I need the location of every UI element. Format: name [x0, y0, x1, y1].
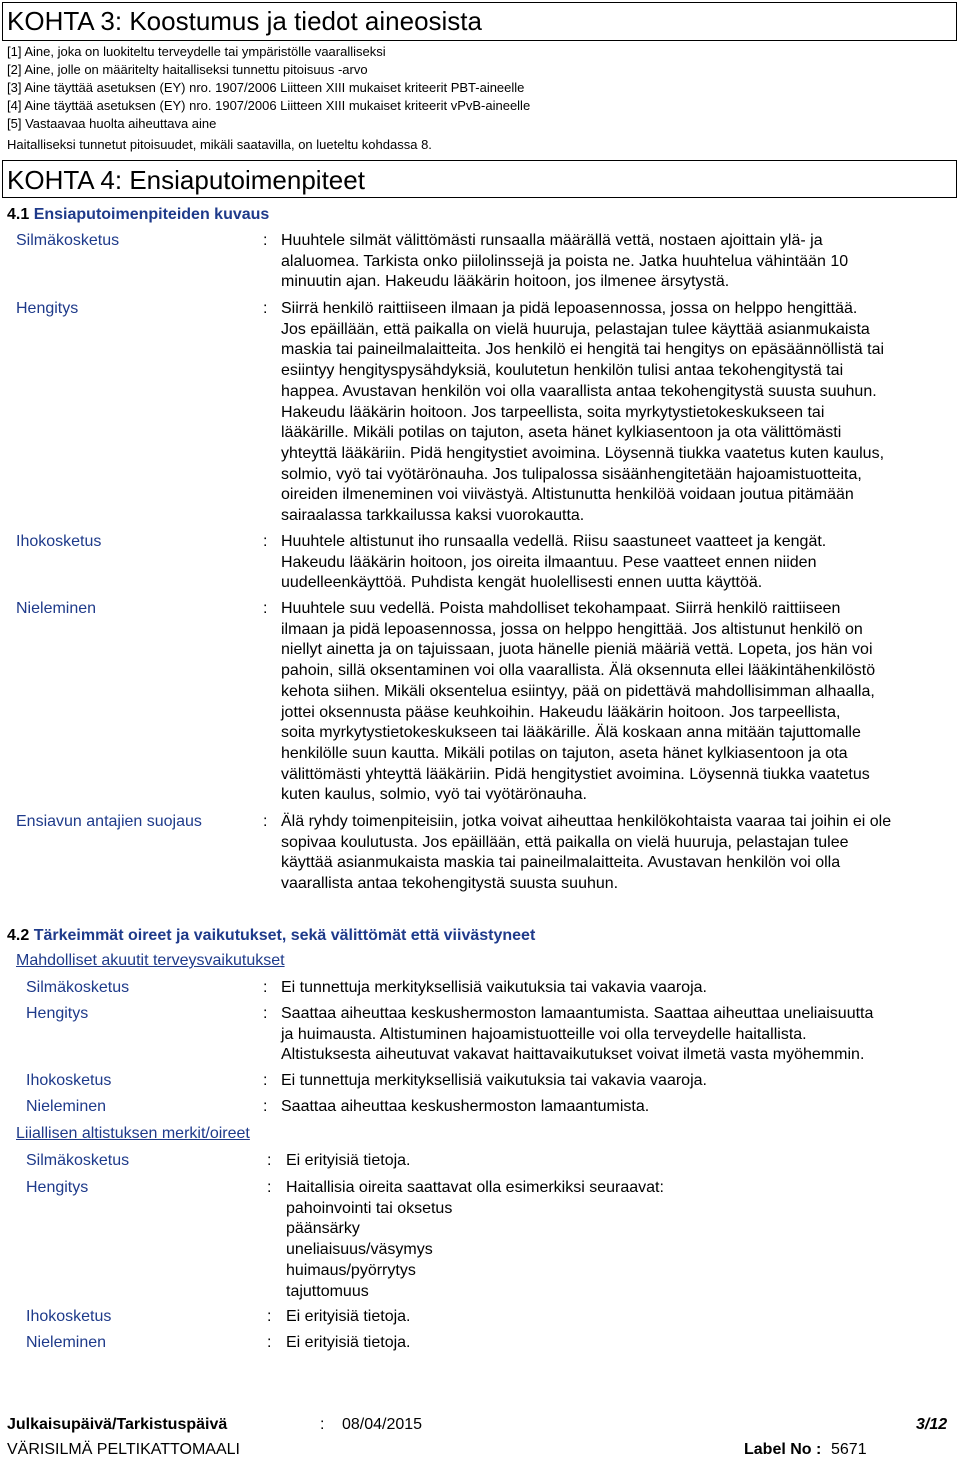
text-line: uneliaisuus/väsymys — [286, 1241, 433, 1259]
first-aid-text-rescuer-protection — [281, 812, 891, 895]
acute-text-eye — [281, 978, 707, 999]
text-line: Haitallisia oireita saattavat olla esimerkiksi seuraavat: — [286, 1179, 664, 1196]
colon: : — [263, 979, 268, 996]
footer-label-no-value: 5671 — [831, 1441, 867, 1458]
text-line: Ei tunnettuja merkityksellisiä vaikutuksia tai vakavia vaaroja. — [281, 1072, 707, 1089]
text-line: vaarallista antaa tekohengitystä suusta suuhun. — [281, 875, 619, 893]
acute-text-inhalation — [281, 1004, 873, 1066]
acute-label-skin: Ihokosketus — [26, 1072, 112, 1089]
colon: : — [263, 813, 268, 830]
text-line: Hakeudu lääkärin hoitoon. Jos tarpeellista, soita myrkytystietokeskukseen tai — [281, 403, 825, 421]
text-line: lääkärille. Mikäli potilas on tajuton, aseta hänet kylkiasentoon ja ota välittömästi — [281, 424, 842, 442]
first-aid-label-eye: Silmäkosketus — [16, 232, 120, 249]
first-aid-label-ingestion: Nieleminen — [16, 600, 97, 617]
text-line: sairaalassa tarkkailussa kaksi vuorokautta. — [281, 507, 585, 525]
text-line: pahoin, sillä oksentaminen voi olla vaarallista. Älä oksennuta ellei lääkintähenkilöstö — [281, 662, 876, 680]
footer-label-no-label: Label No : — [744, 1441, 822, 1458]
subsection-title: Ensiaputoimenpiteiden kuvaus — [33, 206, 270, 223]
section3-footnote: Haitalliseksi tunnetut pitoisuudet, mikäli saatavilla, on lueteltu kohdassa 8. — [7, 137, 432, 152]
text-line: Altistuksesta aiheutuvat vakavat haittavaikutukset voivat ilmetä vasta myöhemmin. — [281, 1046, 865, 1064]
footer-date-colon: : — [320, 1416, 325, 1433]
first-aid-label-inhalation: Hengitys — [16, 300, 79, 317]
colon: : — [263, 1005, 268, 1022]
colon: : — [267, 1179, 272, 1196]
footer-page-number: 3/12 — [916, 1416, 948, 1433]
acute-text-ingestion — [281, 1097, 649, 1118]
section3-note: [1] Aine, joka on luokiteltu terveydelle tai ympäristölle vaaralliseksi — [7, 44, 386, 59]
overexposure-label-skin: Ihokosketus — [26, 1308, 112, 1325]
colon: : — [263, 232, 268, 249]
colon: : — [263, 1098, 268, 1115]
acute-text-skin — [281, 1071, 707, 1092]
overexposure-label-ingestion: Nieleminen — [26, 1334, 107, 1351]
text-line: Ei tunnettuja merkityksellisiä vaikutuksia tai vakavia vaaroja. — [281, 979, 707, 996]
footer-date-label: Julkaisupäivä/Tarkistuspäivä — [7, 1416, 228, 1433]
first-aid-text-eye — [281, 231, 848, 293]
text-line: Jos epäillään, että paikalla on vielä huuruja, pelastajan tulee käyttää asianmukaista — [281, 320, 870, 338]
text-line: minuutin ajan. Hakeudu lääkärin hoitoon, jos ilmenee ärsytystä. — [281, 273, 730, 291]
text-line: niellyt ainetta ja on tajuissaan, juota hänelle pieniä määriä vettä. Lopeta, jos hän voi — [281, 641, 873, 659]
text-line: uudelleenkäyttöä. Puhdista kengät huolellisesti ennen uutta käyttöä. — [281, 574, 763, 592]
section3-note: [2] Aine, jolle on määritelty haitalliseksi tunnettu pitoisuus -arvo — [7, 62, 368, 77]
text-line: käyttää asianmukaista maskia tai paineilmalaitteita. Avustavan henkilön voi olla — [281, 854, 841, 872]
text-line: yhteyttä lääkäriin. Pidä hengitystiet avoimina. Löysennä tiukka vaatetus kuten kaulus, — [281, 444, 885, 462]
text-line: välittömästi yhteyttä lääkäriin. Pidä hengitystiet avoimina. Löysennä tiukka vaatetus — [281, 765, 870, 783]
overexposure-label-eye: Silmäkosketus — [26, 1152, 130, 1169]
text-line: jottei oksennusta pääse keuhkoihin. Hakeudu lääkärin hoitoon. Jos tarpeellista, — [281, 703, 841, 721]
colon: : — [263, 300, 268, 317]
text-line: Huuhtele altistunut iho runsaalla vedellä. Riisu saastuneet vaatteet ja kengät. — [281, 533, 827, 550]
section3-note: [3] Aine täyttää asetuksen (EY) nro. 1907/2006 Liitteen XIII mukaiset kriteerit PBT-aineelle — [7, 80, 525, 95]
text-line: oireiden ilmeneminen voi viivästyä. Altistunutta henkilöä voidaan joutua pitämään — [281, 486, 854, 504]
colon: : — [267, 1152, 272, 1169]
section3-note: [4] Aine täyttää asetuksen (EY) nro. 1907/2006 Liitteen XIII mukaiset kriteerit vPvB-aineelle — [7, 98, 531, 113]
section3-title: KOHTA 3: Koostumus ja tiedot aineosista — [7, 6, 482, 36]
text-line: Älä ryhdy toimenpiteisiin, jotka voivat aiheuttaa henkilökohtaista vaaraa tai joihin ei ole — [281, 813, 892, 830]
text-line: Saattaa aiheuttaa keskushermoston lamaantumista. — [281, 1098, 650, 1115]
colon: : — [263, 1072, 268, 1089]
text-line: pahoinvointi tai oksetus — [286, 1199, 453, 1217]
section3-note: [5] Vastaavaa huolta aiheuttava aine — [7, 116, 217, 131]
subsection-4-2-heading — [7, 927, 535, 945]
colon: : — [263, 600, 268, 617]
text-line: soita myrkytystietokeskukseen tai lääkärille. Älä koskaan anna mitään tajuttomalle — [281, 724, 861, 742]
acute-label-eye: Silmäkosketus — [26, 979, 130, 996]
text-line: alaluomea. Tarkista onko piilolinssejä ja poista ne. Jatka huuhtelua vähintään 10 — [281, 252, 849, 270]
colon: : — [267, 1334, 272, 1351]
text-line: Huuhtele silmät välittömästi runsaalla määrällä vettä, nostaen ajoittain ylä- ja — [281, 232, 823, 249]
text-line: Ei erityisiä tietoja. — [286, 1334, 411, 1351]
text-line: ja huimausta. Altistuminen hajoamistuotteille voi olla terveydelle haitallista. — [281, 1025, 807, 1043]
overexposure-text-skin — [286, 1307, 411, 1328]
overexposure-text-eye — [286, 1151, 411, 1172]
text-line: Ei erityisiä tietoja. — [286, 1152, 411, 1169]
subsection-title: Tärkeimmät oireet ja vaikutukset, sekä välittömät että viivästyneet — [33, 927, 536, 944]
overexposure-heading: Liiallisen altistuksen merkit/oireet — [16, 1125, 250, 1142]
text-line: sopivaa koulutusta. Jos epäillään, että paikalla on vielä huuruja, pelastajan tulee — [281, 833, 849, 851]
text-line: Saattaa aiheuttaa keskushermoston lamaantumista. Saattaa aiheuttaa uneliaisuutta — [281, 1005, 874, 1022]
overexposure-text-ingestion — [286, 1333, 411, 1354]
acute-label-inhalation: Hengitys — [26, 1005, 89, 1022]
text-line: tajuttomuus — [286, 1282, 369, 1300]
first-aid-text-inhalation — [281, 299, 884, 527]
text-line: esiintyy hengityspysähdyksiä, koulutetun henkilön tulisi antaa tekohengitystä tai — [281, 362, 844, 380]
subsection-number: 4.1 — [7, 206, 30, 223]
subsection-4-1-heading — [7, 206, 269, 224]
text-line: päänsärky — [286, 1220, 360, 1238]
first-aid-label-rescuer-protection: Ensiavun antajien suojaus — [16, 813, 202, 830]
text-line: kehota siihen. Mikäli oksentelua esiintyy, pää on pidettävä mahdollisimman alhaalla, — [281, 682, 875, 700]
footer-product-name: VÄRISILMÄ PELTIKATTOMAALI — [7, 1441, 240, 1458]
overexposure-label-inhalation: Hengitys — [26, 1179, 89, 1196]
acute-label-ingestion: Nieleminen — [26, 1098, 107, 1115]
first-aid-text-ingestion — [281, 599, 875, 806]
text-line: huimaus/pyörrytys — [286, 1261, 416, 1279]
text-line: Siirrä henkilö raittiiseen ilmaan ja pidä lepoasennossa, jossa on helppo hengittää. — [281, 300, 858, 317]
first-aid-text-skin — [281, 532, 826, 594]
text-line: happea. Avustavan henkilön voi olla vaarallista antaa tekohengitystä suusta suuhun. — [281, 382, 877, 400]
text-line: henkilölle suun kautta. Mikäli potilas on tajuton, aseta hänet kylkiasentoon ja ota — [281, 744, 848, 762]
section4-title: KOHTA 4: Ensiaputoimenpiteet — [7, 165, 365, 195]
colon: : — [267, 1308, 272, 1325]
text-line: maskia tai paineilmalaitteita. Jos henkilö ei hengitä tai hengitys on epäsäännöllistä tai — [281, 341, 885, 359]
text-line: Hakeudu lääkärin hoitoon, jos oireita ilmaantuu. Pese vaatteet ennen niiden — [281, 553, 817, 571]
subsection-number: 4.2 — [7, 927, 30, 944]
text-line: kuten kaulus, solmio, vyö tai vyötärönauha. — [281, 786, 587, 804]
acute-effects-heading: Mahdolliset akuutit terveysvaikutukset — [16, 952, 285, 969]
text-line: Huuhtele suu vedellä. Poista mahdolliset tekohampaat. Siirrä henkilö raittiiseen — [281, 600, 841, 617]
colon: : — [263, 533, 268, 550]
overexposure-text-inhalation — [286, 1178, 664, 1302]
footer-date-value: 08/04/2015 — [342, 1416, 423, 1433]
text-line: ilmaan ja pidä lepoasennossa, jossa on helppo hengittää. Jos altistunut henkilö on — [281, 620, 863, 638]
text-line: solmio, vyö tai vyötärönauha. Jos tulipalossa sisäänhengitetään hajoamistuotteita, — [281, 465, 862, 483]
first-aid-label-skin: Ihokosketus — [16, 533, 102, 550]
text-line: Ei erityisiä tietoja. — [286, 1308, 411, 1325]
